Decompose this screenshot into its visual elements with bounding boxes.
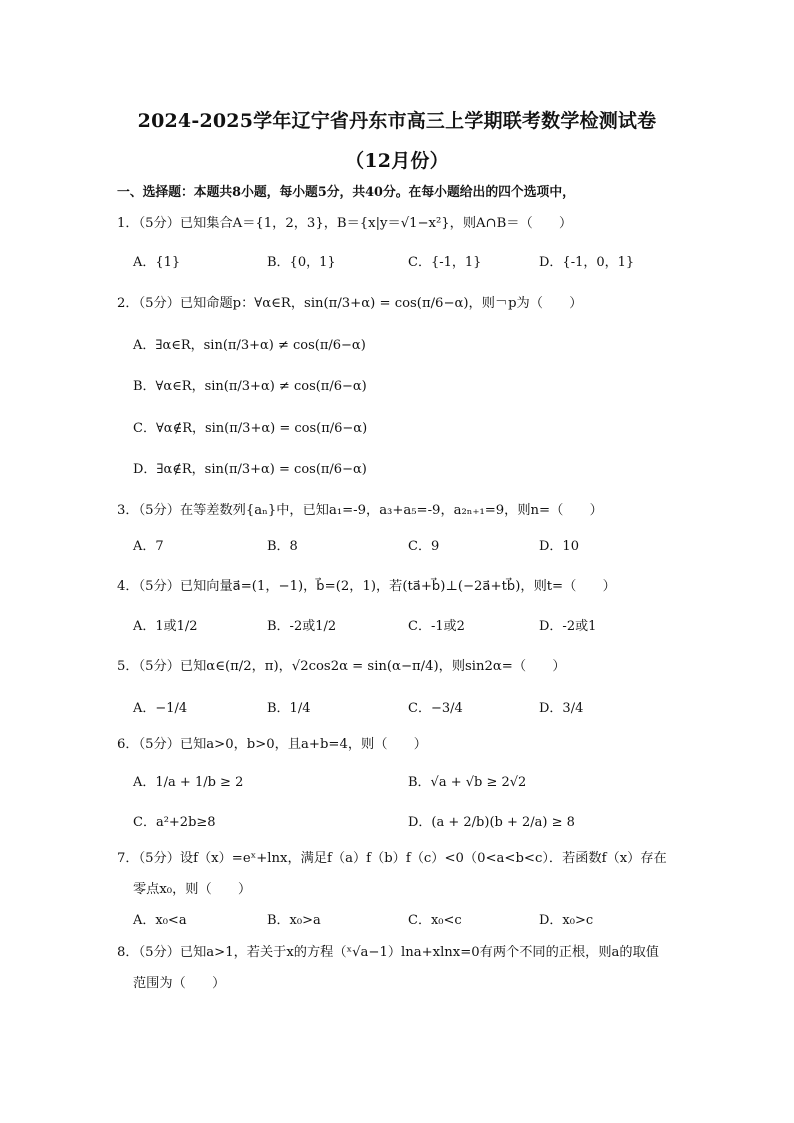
question-2-option-b: B．∀α∈R，sin(π/3+α) ≠ cos(π/6−α) bbox=[133, 379, 367, 394]
question-8-stem-line1: 8．（5分）已知a>1，若关于x的方程（ˣ√a−1）lna+xlnx=0有两个不同的正根，则a的取值 bbox=[117, 945, 659, 960]
question-2-option-d: D．∃α∉R，sin(π/3+α) = cos(π/6−α) bbox=[133, 462, 367, 477]
section-heading: 一、选择题：本题共8小题，每小题5分，共40分。在每小题给出的四个选项中， bbox=[117, 185, 575, 200]
question-3-option-c: C．9 bbox=[408, 539, 440, 554]
question-2-option-a: A．∃α∈R，sin(π/3+α) ≠ cos(π/6−α) bbox=[133, 338, 366, 353]
question-3-option-a: A．7 bbox=[133, 539, 164, 554]
question-2-option-c: C．∀α∉R，sin(π/3+α) = cos(π/6−α) bbox=[133, 421, 368, 436]
question-4-stem: 4．（5分）已知向量a⃗=(1，−1)，b⃗=(2，1)，若(ta⃗+b⃗)⊥(−2a⃗+tb⃗)，则t=（ ） bbox=[117, 579, 616, 594]
question-7-option-a: A．x₀<a bbox=[133, 913, 187, 928]
question-5-option-c: C．−3/4 bbox=[408, 701, 463, 716]
question-7-option-c: C．x₀<c bbox=[408, 913, 462, 928]
question-5-option-d: D．3/4 bbox=[539, 701, 584, 716]
question-6-option-a: A．1/a + 1/b ≥ 2 bbox=[133, 775, 244, 790]
question-3-stem: 3．（5分）在等差数列{aₙ}中，已知a₁=-9，a₃+a₅=-9，a₂ₙ₊₁=9，则n=（ ） bbox=[117, 503, 603, 518]
question-6-option-b: B．√a + √b ≥ 2√2 bbox=[408, 775, 527, 790]
question-4-option-a: A．1或1/2 bbox=[133, 619, 198, 634]
question-5-option-a: A．−1/4 bbox=[133, 701, 188, 716]
question-1-option-d: D．{-1，0，1} bbox=[539, 255, 635, 270]
question-3-option-b: B．8 bbox=[267, 539, 298, 554]
question-1-option-b: B．{0，1} bbox=[267, 255, 336, 270]
question-7-option-b: B．x₀>a bbox=[267, 913, 321, 928]
question-4-option-c: C．-1或2 bbox=[408, 619, 465, 634]
page-title: 2024-2025学年辽宁省丹东市高三上学期联考数学检测试卷 bbox=[137, 110, 657, 132]
question-8-stem-line2: 范围为（ ） bbox=[133, 976, 226, 991]
question-1-stem: 1．（5分）已知集合A＝{1，2，3}，B＝{x|y＝√1−x²}，则A∩B＝（ ） bbox=[117, 216, 573, 231]
question-7-stem-line2: 零点x₀，则（ ） bbox=[133, 882, 252, 897]
question-5-stem: 5．（5分）已知α∈(π/2，π)，√2cos2α = sin(α−π/4)，则sin2α=（ ） bbox=[117, 659, 566, 674]
question-1-option-c: C．{-1，1} bbox=[408, 255, 482, 270]
question-1-option-a: A．{1} bbox=[133, 255, 181, 270]
question-6-option-d: D．(a + 2/b)(b + 2/a) ≥ 8 bbox=[408, 815, 575, 830]
question-2-stem: 2．（5分）已知命题p：∀α∈R，sin(π/3+α) = cos(π/6−α)，则￢p为（ ） bbox=[117, 296, 583, 311]
question-3-option-d: D．10 bbox=[539, 539, 579, 554]
question-4-option-b: B．-2或1/2 bbox=[267, 619, 337, 634]
question-7-option-d: D．x₀>c bbox=[539, 913, 594, 928]
question-5-option-b: B．1/4 bbox=[267, 701, 311, 716]
question-7-stem-line1: 7．（5分）设f（x）=eˣ+lnx，满足f（a）f（b）f（c）<0（0<a<b<c）．若函数f（x）存在 bbox=[117, 851, 667, 866]
page-subtitle: （12月份） bbox=[345, 150, 449, 172]
question-4-option-d: D．-2或1 bbox=[539, 619, 597, 634]
question-6-option-c: C．a²+2b≥8 bbox=[133, 815, 216, 830]
question-6-stem: 6．（5分）已知a>0，b>0，且a+b=4，则（ ） bbox=[117, 737, 427, 752]
